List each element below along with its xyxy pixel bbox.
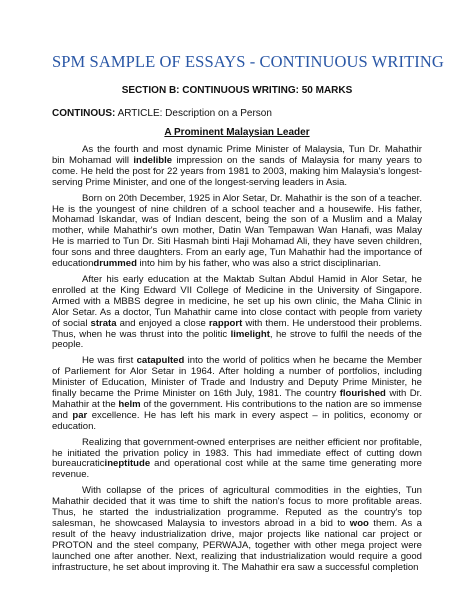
bold-vocabulary-word: catapulted	[136, 355, 185, 367]
bold-vocabulary-word: limelight	[230, 328, 270, 340]
document-title: SPM SAMPLE OF ESSAYS - CONTINUOUS WRITING	[52, 52, 444, 71]
paragraph-text: excellence. He has left his mark in every aspect – in politics, economy or education.	[52, 409, 422, 432]
paragraph-text: He was first	[82, 355, 137, 367]
bold-vocabulary-word: drummed	[93, 258, 137, 270]
paragraph-text: With collapse of the prices of agricultural commodities in the eighties, Tun Mahathir decided that it was time to shift the nation's focus to more profitable areas. Thus, he started the industrialization programme. Reputed as the country's top salesman, he showcased Malaysia to investors abroad in a bid to	[52, 485, 422, 529]
bold-vocabulary-word: par	[72, 409, 88, 421]
paragraph-text: Realizing that government-owned enterprises are neither efficient nor profitable, he initiated the privation policy in 1983. This had immediate effect of cutting down bureaucratic	[52, 436, 422, 470]
bold-vocabulary-word: strata	[90, 317, 117, 329]
continuous-label: CONTINOUS:	[52, 108, 116, 119]
essay-paragraph	[52, 438, 422, 482]
paragraph-text: Born on 20th December, 1925 in Alor Setar, Dr. Mahathir is the son of a teacher. He is the youngest of nine children of a school teacher and a housewife. His father, Mohamad Iskandar, was of Indian descent, being the son of a Muslim and a Malay mother, while Mahathir's own mother, Datin Wan Tempawan Wan Hanafi, was Malay He is married to Tun Dr. Siti Hasmah binti Haji Mohamad Ali, they have seven children, four sons and three daughters. From an early age, Tun Mahathir had the importance of education	[52, 192, 422, 270]
section-heading: SECTION B: CONTINUOUS WRITING: 50 MARKS	[121, 85, 353, 96]
continuous-line	[52, 108, 272, 119]
bold-vocabulary-word: helm	[118, 398, 141, 410]
bold-vocabulary-word: flourished	[339, 388, 386, 400]
essay-paragraph	[52, 275, 422, 351]
paragraph-text: and operational cost while at the same time generating more revenue.	[52, 458, 422, 481]
bold-vocabulary-word: rapport	[208, 317, 243, 329]
bold-vocabulary-word: ineptitude	[104, 458, 151, 470]
essay-title: A Prominent Malaysian Leader	[164, 127, 310, 138]
essay-paragraph	[52, 356, 422, 432]
paragraph-text: into him by his father, who was also a strict disciplinarian.	[136, 258, 381, 270]
paragraph-text: of the government. His contributions to the nation are so immense and	[52, 398, 422, 421]
essay-paragraph	[52, 145, 422, 189]
bold-vocabulary-word: indelible	[133, 154, 173, 166]
bold-vocabulary-word: woo	[349, 518, 369, 529]
paragraph-text: , he strove to fulfil the needs of the people.	[52, 328, 422, 351]
essay-paragraph	[52, 194, 422, 270]
paragraph-text: impression on the sands of Malaysia for many years to come. He held the post for 22 years from 1981 to 2003, making him Malaysia's longest-serving Prime Minister, and one of the longest-serving leaders in Asia.	[52, 154, 422, 188]
paragraph-text: into the world of politics when he became the Member of Parliement for Alor Setar in 1964. After holding a number of portfolios, including Minister of Education, Minister of Trade and Industry and Deputy Prime Minister, he finally became the Prime Minister on 16th July, 1981. The country	[52, 355, 422, 400]
paragraph-text: with Dr. Mahathir at the	[52, 388, 422, 410]
continuous-text: ARTICLE: Description on a Person	[115, 108, 272, 119]
essay-body	[52, 145, 422, 579]
essay-paragraph	[52, 486, 422, 573]
paragraph-text: After his early education at the Maktab Sultan Abdul Hamid in Alor Setar, he enrolled at the King Edward VII College of Medicine in the University of Singapore. Armed with a MBBS degree in medicine, he set up his own clinic, the Maha Clinic in Alor Setar. As a doctor, Tun Mahathir came into close contact with people from variety of social	[52, 273, 422, 329]
paragraph-text: and enjoyed a close	[116, 317, 209, 329]
paragraph-text: As the fourth and most dynamic Prime Minister of Malaysia, Tun Dr. Mahathir bin Mohamad will	[52, 144, 422, 166]
paragraph-text: them. As a result of the heavy industrialization drive, major projects like national car project or PROTON and the steel company, PERWAJA, together with other mega project were launched one after another. Next, realizing that industrialization would require a good infrastructure, he set about improving it. The Mahathir era saw a successful completion	[52, 518, 422, 573]
paragraph-text: with them. He understood their problems. Thus, when he was thrust into the politic	[52, 317, 422, 340]
